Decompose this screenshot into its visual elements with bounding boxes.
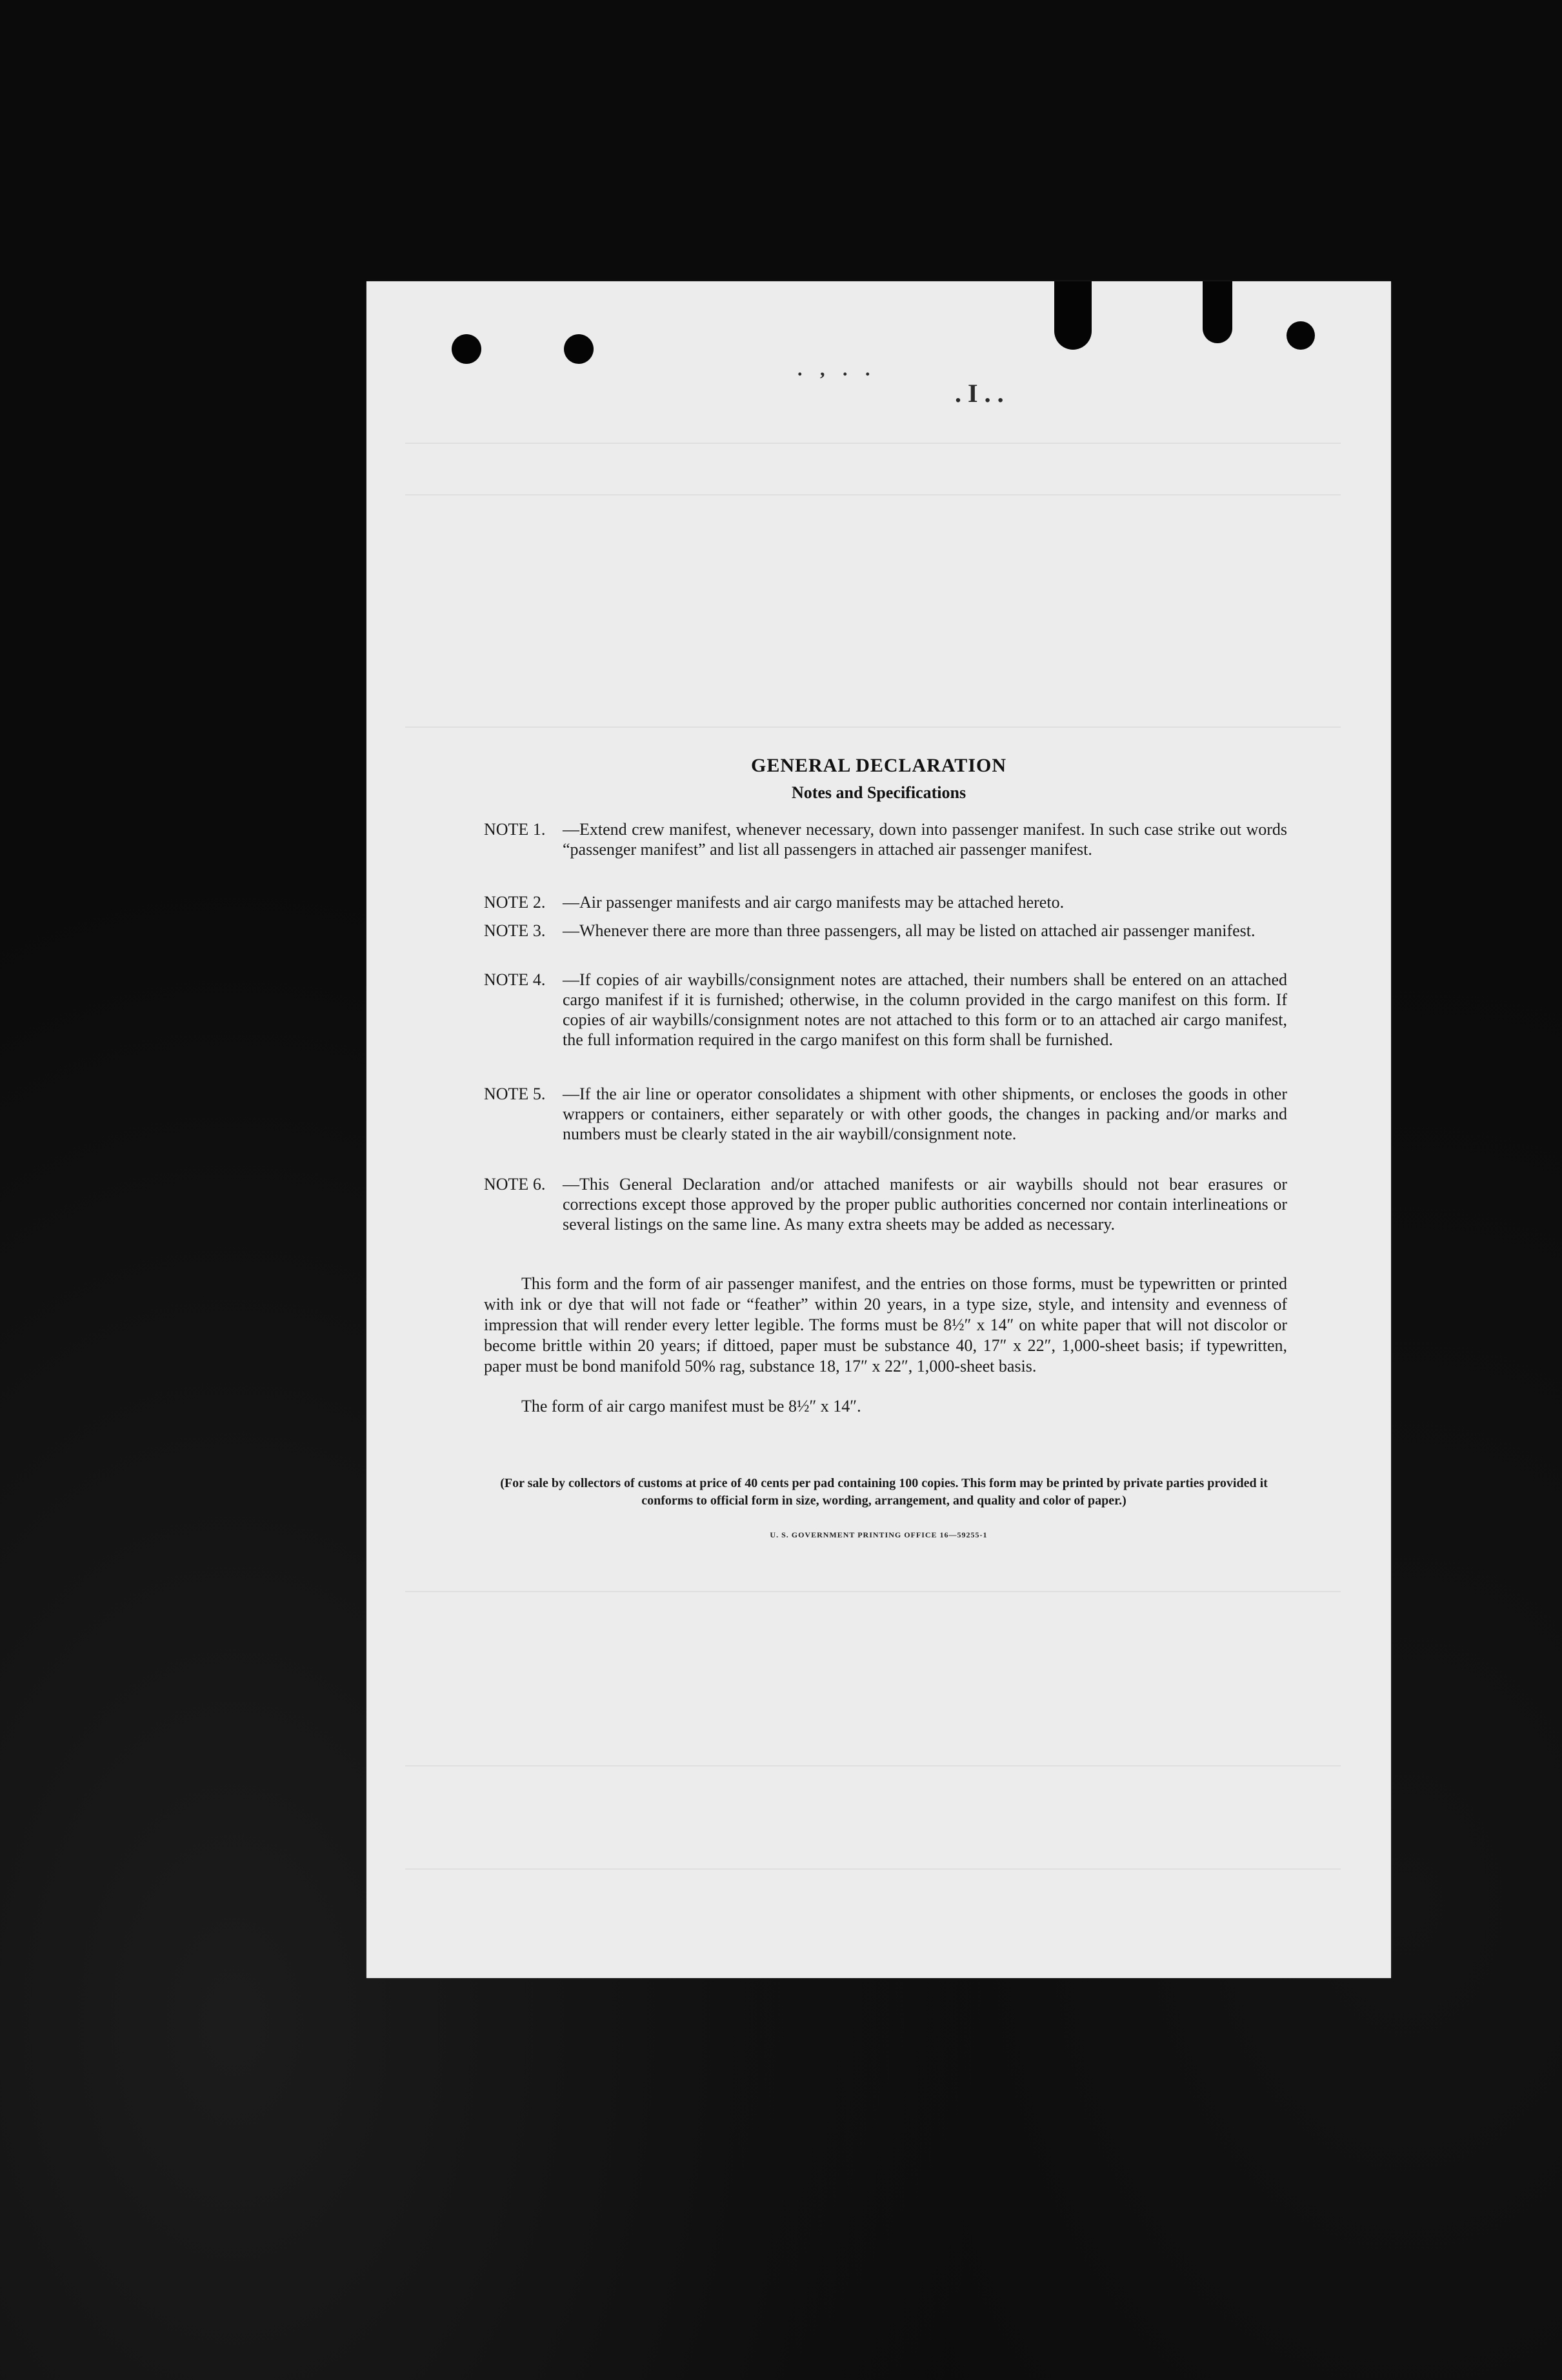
note-4 — [484, 970, 1287, 1050]
note-2 — [484, 892, 1287, 912]
note-text: —If the air line or operator consolidates a shipment with other shipments, or encloses the goods in other wrappers or containers, either separately or with other goods, the changes in packing and/or marks and numbers must be clearly stated in the air waybill/consignment note. — [563, 1085, 1287, 1143]
form-specification-paragraph: This form and the form of air passenger manifest, and the entries on those forms, must be typewritten or printed with ink or dye that will not fade or “feather” within 20 years, in a type size, style, and intensity and evenness of impression that will render every letter legible. The forms must be 8½″ x 14″ on white paper that will not discolor or become brittle within 20 years; if dittoed, paper must be substance 40, 17″ x 22″, 1,000-sheet basis; if typewritten, paper must be bond manifold 50% rag, substance 18, 17″ x 22″, 1,000-sheet basis. — [484, 1274, 1287, 1375]
bleed-through-line — [405, 1868, 1341, 1870]
punch-hole-2 — [564, 334, 594, 364]
note-6 — [484, 1174, 1287, 1234]
sale-notice: (For sale by collectors of customs at price of 40 cents per pad containing 100 copies. This form may be printed by private parties provided it conforms to official form in size, wording, arrangement, and quality and color of paper.) — [500, 1476, 1268, 1508]
note-label: NOTE 1. — [484, 820, 546, 839]
stray-ink-mark: . I . . — [955, 379, 1004, 408]
form-subtitle: Notes and Specifications — [791, 783, 966, 802]
torn-notch-1 — [1054, 281, 1092, 350]
note-text: —If copies of air waybills/consignment notes are attached, their numbers shall be entered on an attached cargo manifest if it is furnished; otherwise, in the column provided in the cargo manifest on this form. If copies of air waybills/consignment notes are not attached to this form or to an attached air cargo manifest, the full information required in the cargo manifest on this form shall be furnished. — [563, 970, 1287, 1049]
form-title: GENERAL DECLARATION — [750, 755, 1006, 776]
cargo-manifest-size-line: The form of air cargo manifest must be 8½″ x 14″. — [521, 1397, 861, 1415]
note-label: NOTE 2. — [484, 893, 546, 912]
bleed-through-line — [405, 726, 1341, 728]
note-1 — [484, 819, 1287, 859]
note-label: NOTE 5. — [484, 1085, 546, 1103]
torn-notch-2 — [1203, 281, 1232, 343]
bleed-through-line — [405, 443, 1341, 444]
note-text: —This General Declaration and/or attached manifests or air waybills should not bear erasures or corrections except those approved by the proper public authorities concerned nor contain interlineations or several listings on the same line. As many extra sheets may be added as necessary. — [563, 1175, 1287, 1234]
note-text: —Whenever there are more than three passengers, all may be listed on attached air passenger manifest. — [563, 921, 1256, 940]
stray-ink-mark: . , . . — [797, 359, 877, 380]
note-text: —Extend crew manifest, whenever necessary, down into passenger manifest. In such case strike out words “passenger manifest” and list all passengers in attached air passenger manifest. — [563, 820, 1287, 859]
punch-hole-1 — [452, 334, 481, 364]
note-3 — [484, 921, 1287, 941]
bleed-through-line — [405, 1765, 1341, 1766]
note-label: NOTE 4. — [484, 970, 546, 989]
note-label: NOTE 6. — [484, 1175, 546, 1194]
bleed-through-line — [405, 1591, 1341, 1592]
note-text: —Air passenger manifests and air cargo manifests may be attached hereto. — [563, 893, 1065, 912]
punch-hole-3 — [1287, 321, 1315, 350]
note-5 — [484, 1084, 1287, 1144]
printer-imprint: U. S. GOVERNMENT PRINTING OFFICE 16—59255-1 — [770, 1530, 988, 1539]
bleed-through-line — [405, 494, 1341, 495]
note-label: NOTE 3. — [484, 921, 546, 940]
